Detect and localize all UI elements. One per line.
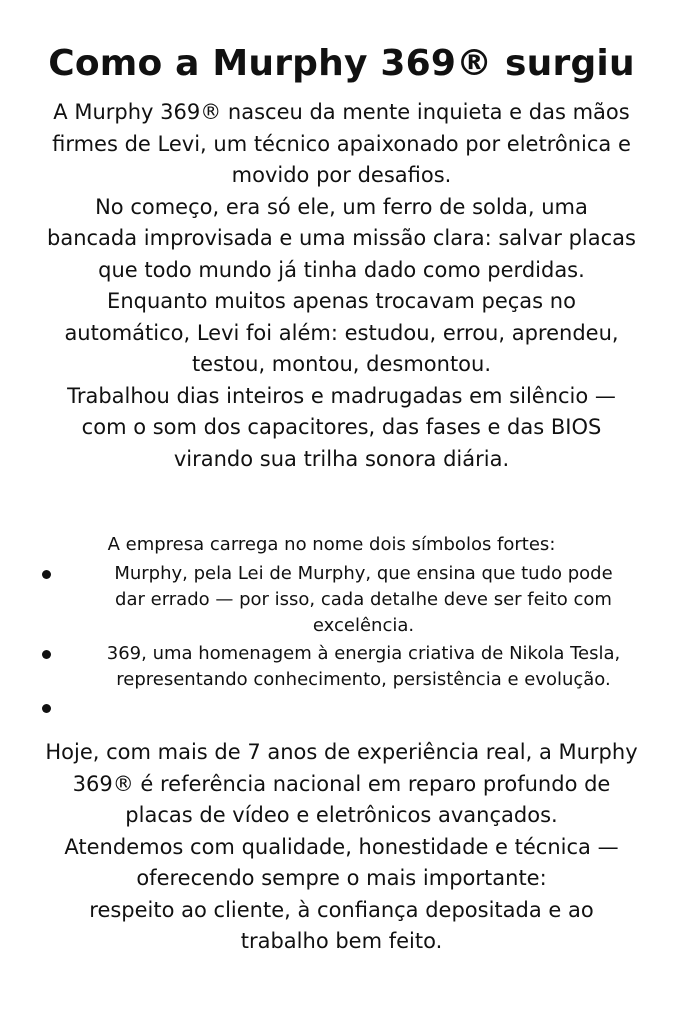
closing-line: Atendemos com qualidade, honestidade e técnica —: [64, 834, 619, 859]
intro-paragraph: [18, 97, 665, 475]
closing-line: placas de vídeo e eletrônicos avançados.: [125, 803, 558, 827]
bullet-icon: [42, 650, 51, 659]
intro-line: A Murphy 369® nasceu da mente inquieta e das mãos: [53, 100, 630, 124]
symbols-list: [30, 561, 653, 721]
list-item-murphy: [30, 561, 653, 639]
symbols-intro: A empresa carrega no nome dois símbolos fortes:: [107, 534, 556, 555]
intro-line: movido por desafios.: [231, 163, 452, 187]
intro-line: automático, Levi foi além: estudou, errou, aprendeu,: [64, 320, 619, 345]
intro-line: com o som dos capacitores, das fases e das BIOS: [81, 415, 602, 439]
intro-line: testou, montou, desmontou.: [191, 352, 492, 376]
closing-line: 369® é referência nacional em reparo profundo de: [72, 771, 611, 796]
list-item-line: Murphy, pela Lei de Murphy, que ensina que tudo pode: [114, 563, 613, 584]
intro-line: firmes de Levi, um técnico apaixonado por eletrônica e: [52, 131, 631, 156]
intro-line: bancada improvisada e uma missão clara: salvar placas: [47, 226, 636, 250]
closing-line: respeito ao cliente, à confiança depositada e ao: [89, 897, 594, 922]
intro-line: Trabalhou dias inteiros e madrugadas em silêncio —: [67, 383, 616, 408]
bullet-icon: [42, 704, 51, 713]
closing-line: trabalho bem feito.: [240, 929, 443, 953]
intro-line: que todo mundo já tinha dado como perdidas.: [98, 257, 585, 282]
closing-paragraph: [18, 737, 665, 958]
list-item-line: representando conhecimento, persistência e evolução.: [116, 669, 611, 690]
list-item-369: [30, 641, 653, 693]
list-item-line: dar errado — por isso, cada detalhe deve ser feito com: [115, 589, 612, 610]
list-item-line: 369, uma homenagem à energia criativa de Nikola Tesla,: [106, 643, 621, 664]
intro-line: No começo, era só ele, um ferro de solda, uma: [95, 194, 588, 219]
intro-line: Enquanto muitos apenas trocavam peças no: [107, 289, 576, 313]
symbols-section: [30, 532, 653, 723]
bullet-icon: [42, 570, 51, 579]
list-item-line: excelência.: [312, 615, 415, 636]
page-title: Como a Murphy 369® surgiu: [48, 43, 635, 84]
closing-line: Hoje, com mais de 7 anos de experiência real, a Murphy: [45, 740, 638, 764]
list-item-empty: [30, 695, 653, 721]
intro-line: virando sua trilha sonora diária.: [173, 446, 510, 471]
closing-line: oferecendo sempre o mais importante:: [136, 866, 547, 890]
